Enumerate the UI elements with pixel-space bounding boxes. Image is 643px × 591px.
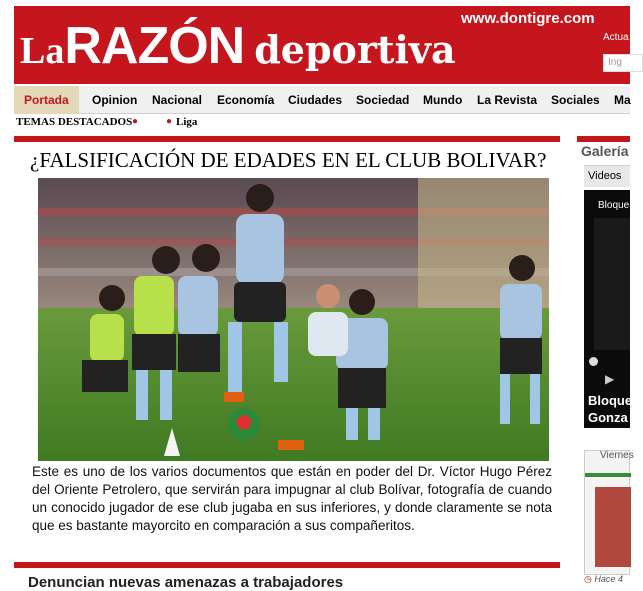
nav-item-sociales[interactable]: Sociales — [551, 93, 600, 107]
logo-deportiva-text: deportiva — [254, 27, 456, 72]
nav-item-more[interactable]: Ma — [614, 93, 631, 107]
tab-videos[interactable]: Videos — [584, 165, 630, 187]
nav-item-economia[interactable]: Economía — [217, 93, 275, 107]
nav-item-opinion[interactable]: Opinion — [92, 93, 138, 107]
temas-label: TEMAS DESTACADOS — [16, 116, 133, 128]
article-title[interactable]: ¿FALSIFICACIÓN DE EDADES EN EL CLUB BOLIVAR? — [30, 148, 547, 172]
sidebar-divider — [577, 136, 630, 142]
thumbnail-accent-bar — [585, 473, 631, 477]
time-ago-text: Hace 4 — [594, 574, 623, 584]
nav-item-mundo[interactable]: Mundo — [423, 93, 463, 107]
temas-destacados-bar — [14, 114, 574, 132]
video-title[interactable]: Bloque — [598, 200, 630, 211]
section-divider — [14, 136, 560, 142]
nav-item-la-revista[interactable]: La Revista — [477, 93, 538, 107]
bullet-icon: ● — [166, 116, 173, 127]
nav-item-ciudades[interactable]: Ciudades — [288, 93, 343, 107]
nav-item-portada[interactable]: Portada — [14, 86, 79, 114]
nav-item-nacional[interactable]: Nacional — [152, 93, 203, 107]
site-logo[interactable] — [20, 17, 456, 75]
next-article-headline[interactable]: Denuncian nuevas amenazas a trabajadores — [28, 574, 344, 591]
soccer-kids-photo-icon — [38, 178, 549, 461]
actua-label: Actua — [603, 32, 629, 43]
article-photo[interactable] — [38, 178, 549, 461]
logo-la-text: La — [20, 30, 65, 72]
galeria-title[interactable]: Galería — [581, 143, 629, 159]
viernes-label: Viernes — [600, 450, 634, 461]
article-body: Este es uno de los varios documentos que están en poder del Dr. Víctor Hugo Pérez del Oriente Petrolero, que servirán para impugnar al club Bolívar, fotografía de cuando un conocido jugador de ese club jugaba en sus inferiores, y donde claramente se nota que es bastante mayorcito en comparación a sus compañeritos. — [32, 464, 552, 533]
play-icon[interactable]: ▶ — [605, 372, 615, 386]
nav-item-sociedad[interactable]: Sociedad — [356, 93, 410, 107]
video-screen[interactable] — [594, 218, 630, 350]
time-ago-label — [584, 574, 623, 585]
main-nav — [14, 86, 630, 114]
gallery-thumbnail-box[interactable] — [584, 450, 630, 575]
video-progress-handle[interactable] — [589, 357, 598, 366]
section-divider — [14, 562, 560, 568]
search-input[interactable]: Ing — [603, 54, 643, 72]
gallery-thumbnail-image[interactable] — [595, 487, 631, 567]
bullet-icon: ● — [132, 116, 139, 127]
logo-razon-text: RAZÓN — [64, 17, 245, 75]
clock-icon: ◷ — [584, 574, 592, 584]
site-header — [14, 6, 630, 84]
site-url-link[interactable]: www.dontigre.com — [461, 10, 595, 27]
video-caption[interactable]: Bloque Gonza — [588, 393, 633, 425]
temas-link-liga[interactable]: Liga — [176, 116, 198, 128]
